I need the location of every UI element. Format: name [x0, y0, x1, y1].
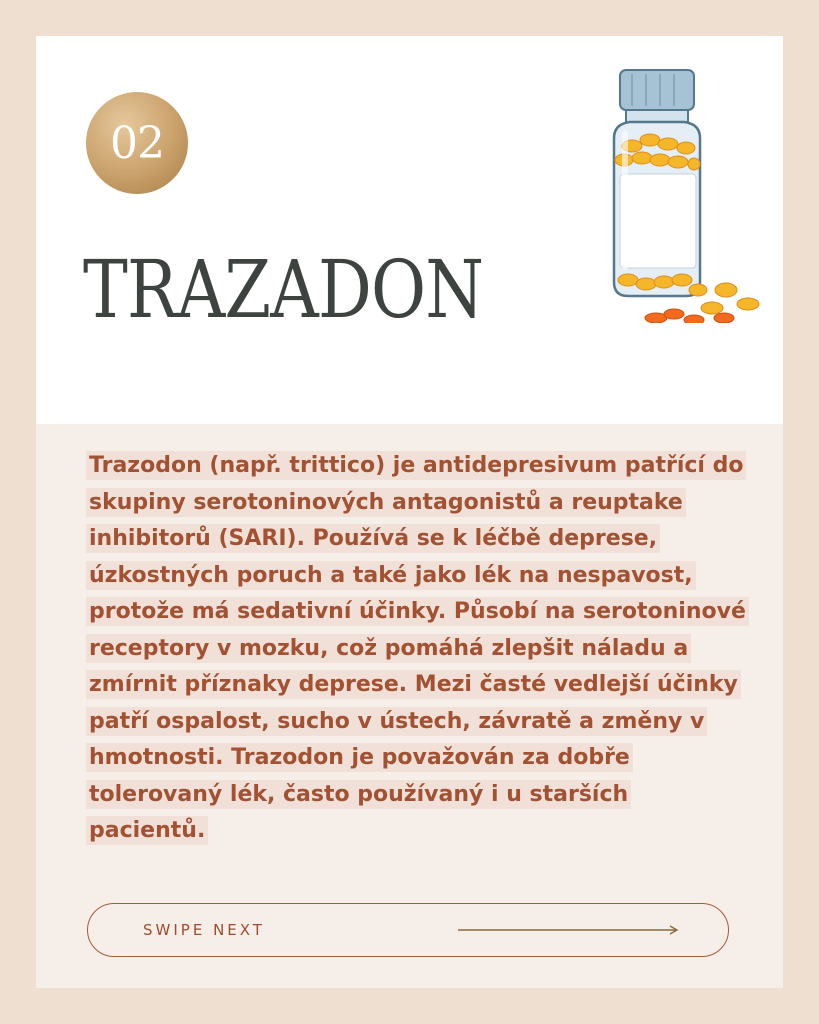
badge-number: 02 — [110, 117, 164, 169]
description-text — [86, 448, 746, 850]
card-header — [36, 36, 783, 424]
swipe-next-label: SWIPE NEXT — [143, 921, 265, 939]
arrow-right-icon — [458, 924, 680, 936]
page-title: TRAZADON — [83, 243, 484, 336]
swipe-next-button[interactable] — [87, 903, 729, 957]
number-badge — [86, 92, 188, 194]
pill-bottle-icon — [598, 68, 768, 323]
slide-card — [36, 36, 783, 988]
description-highlight: Trazodon (např. trittico) je antidepresivum patřící do skupiny serotoninových antagonistů a reuptake inhibitorů (SARI). Používá se k léčbě deprese, úzkostných poruch a také jako lék na nespavost, protože má sedativní účinky. Působí na serotoninové receptory v mozku, což pomáhá zlepšit náladu a zmírnit příznaky deprese. Mezi časté vedlejší účinky patří ospalost, sucho v ústech, závratě a změny v hmotnosti. Trazodon je považován za dobře tolerovaný lék, často používaný i u starších pacientů. — [86, 451, 749, 845]
